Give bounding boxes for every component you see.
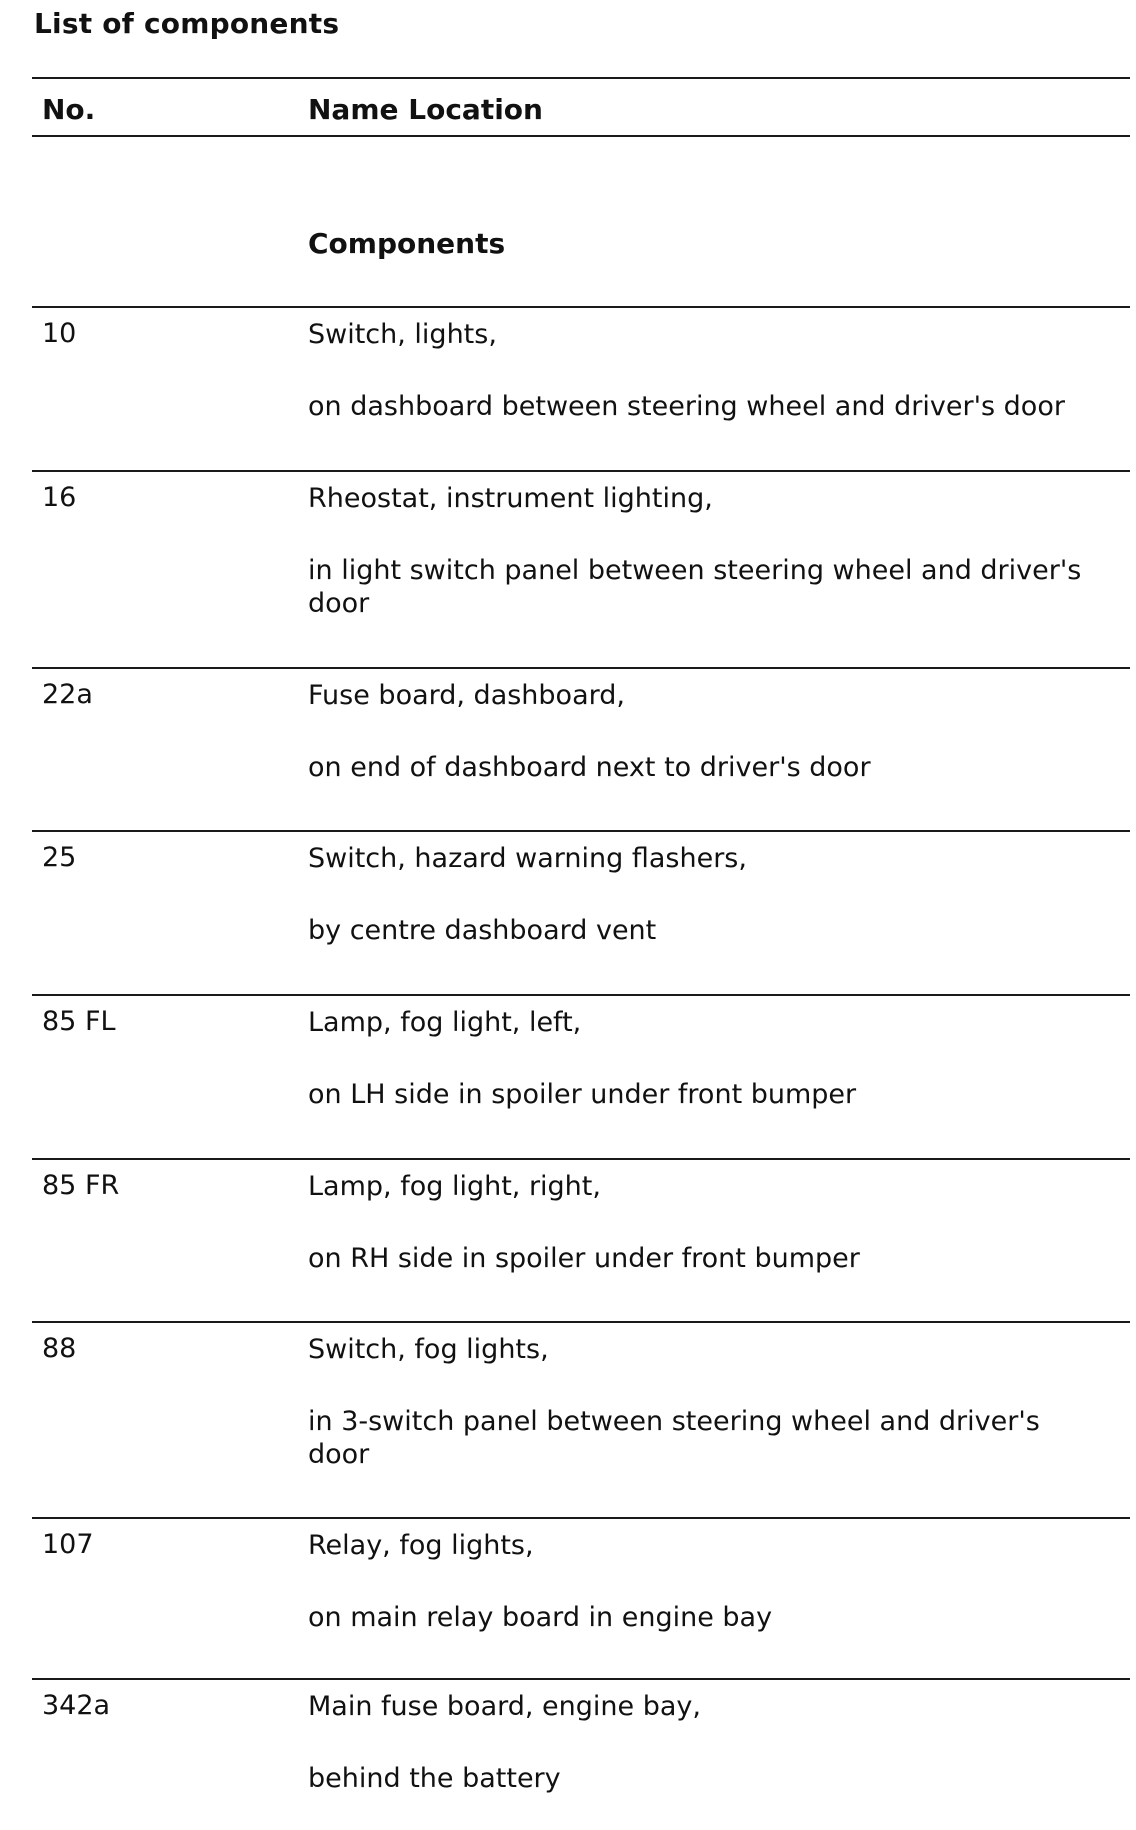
- component-description: [308, 1170, 1108, 1275]
- component-description: [308, 1529, 1108, 1634]
- row-divider: [32, 830, 1130, 832]
- component-description: [308, 1690, 1108, 1795]
- component-description: [308, 679, 1108, 784]
- component-name: Switch, hazard warning flashers,: [308, 843, 747, 874]
- document-title: List of components: [34, 7, 340, 40]
- component-number: 10: [42, 318, 77, 349]
- component-name: Lamp, fog light, left,: [308, 1007, 582, 1038]
- section-heading: Components: [308, 227, 506, 260]
- component-location: on main relay board in engine bay: [308, 1602, 773, 1633]
- component-number: 342a: [42, 1690, 111, 1721]
- component-name: Fuse board, dashboard,: [308, 680, 625, 711]
- component-location: on end of dashboard next to driver's door: [308, 752, 871, 783]
- component-number: 22a: [42, 679, 93, 710]
- row-divider: [32, 994, 1130, 996]
- header-top-rule: [32, 77, 1130, 79]
- header-bottom-rule: [32, 135, 1130, 137]
- component-number: 88: [42, 1333, 77, 1364]
- component-location: on RH side in spoiler under front bumper: [308, 1243, 860, 1274]
- component-location: on dashboard between steering wheel and driver's door: [308, 391, 1065, 422]
- component-name: Switch, fog lights,: [308, 1334, 549, 1365]
- component-location: on LH side in spoiler under front bumper: [308, 1079, 857, 1110]
- component-name: Lamp, fog light, right,: [308, 1171, 601, 1202]
- component-number: 16: [42, 482, 77, 513]
- component-description: [308, 318, 1108, 423]
- component-number: 107: [42, 1529, 94, 1560]
- column-header-name-location: Name Location: [308, 93, 543, 126]
- component-description: [308, 482, 1108, 620]
- component-location: in 3-switch panel between steering wheel and driver's door: [308, 1406, 1040, 1470]
- component-description: [308, 1006, 1108, 1111]
- component-description: [308, 842, 1108, 947]
- row-divider: [32, 1321, 1130, 1323]
- component-location: behind the battery: [308, 1763, 561, 1794]
- component-name: Relay, fog lights,: [308, 1530, 534, 1561]
- component-number: 85 FL: [42, 1006, 116, 1037]
- row-divider: [32, 667, 1130, 669]
- row-divider: [32, 1678, 1130, 1680]
- column-header-no: No.: [42, 93, 96, 126]
- component-location: in light switch panel between steering wheel and driver's door: [308, 555, 1082, 619]
- component-name: Switch, lights,: [308, 319, 497, 350]
- component-description: [308, 1333, 1108, 1471]
- row-divider: [32, 306, 1130, 308]
- row-divider: [32, 470, 1130, 472]
- component-number: 25: [42, 842, 77, 873]
- component-number: 85 FR: [42, 1170, 120, 1201]
- component-name: Rheostat, instrument lighting,: [308, 483, 713, 514]
- row-divider: [32, 1158, 1130, 1160]
- component-location: by centre dashboard vent: [308, 915, 657, 946]
- component-name: Main fuse board, engine bay,: [308, 1691, 701, 1722]
- row-divider: [32, 1517, 1130, 1519]
